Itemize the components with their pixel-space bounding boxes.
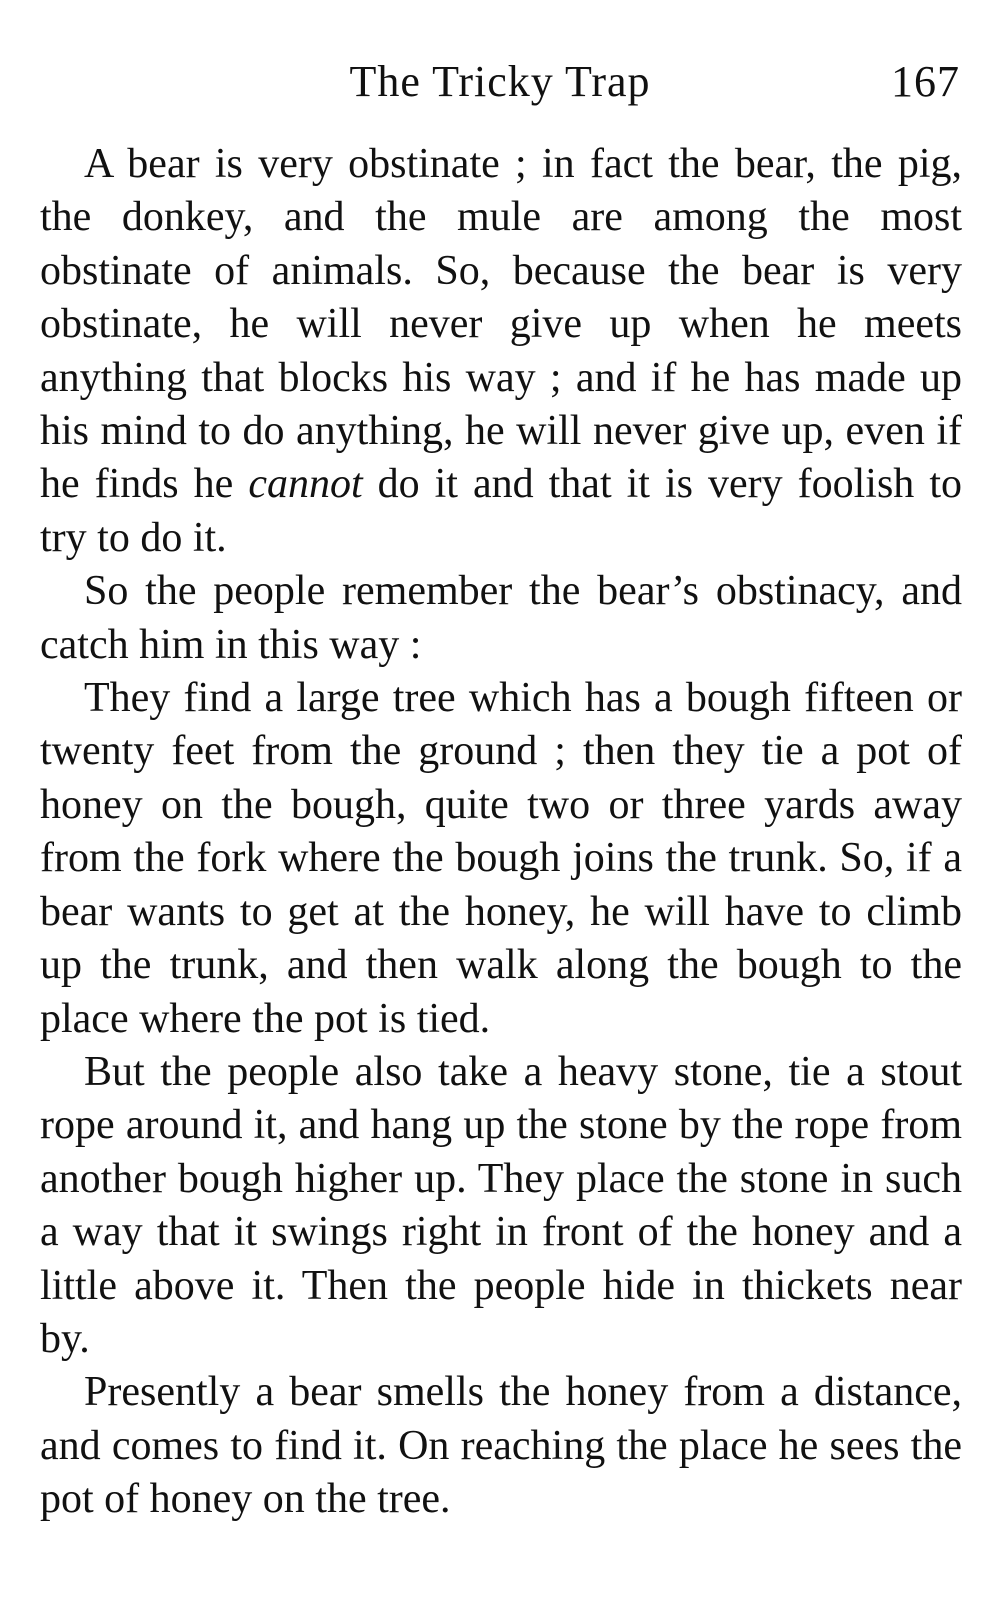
paragraph-1-text: A bear is very obstinate ; in fact the bear, the pig, the donkey, and the mule are among the most obstinate of animals. So, because the bear is very obstinate, he will never give up when he meets anything that blocks his way ; and if he has made up his mind to do anything, he will never give up, even if he finds he xyxy=(40,141,962,508)
page-number: 167 xyxy=(891,57,960,106)
paragraph-1-text-end: do it and that it is very foolish to try to do it. xyxy=(40,461,962,561)
running-title: The Tricky Trap xyxy=(349,57,651,106)
paragraph-5: Presently a bear smells the honey from a distance, and comes to find it. On reaching the place he sees the pot of honey on the tree. xyxy=(40,1369,962,1523)
emphasized-word: cannot xyxy=(248,461,363,508)
paragraph-1 xyxy=(40,138,962,565)
body-text xyxy=(40,138,962,1527)
paragraph-4: But the people also take a heavy stone, tie a stout rope around it, and hang up the stone by the rope from another bough higher up. They place the stone in such a way that it swings right in front of the honey and a little above it. Then the people hide in thickets near by. xyxy=(40,1048,962,1362)
paragraph-3: They find a large tree which has a bough fifteen or twenty feet from the ground ; then they tie a pot of honey on the bough, quite two or three yards away from the fork where the bough joins the trunk. So, if a bear wants to get at the honey, he will have to climb up the trunk, and then walk along the bough to the place where the pot is tied. xyxy=(40,675,962,1042)
paragraph-2: So the people remember the bear’s obstinacy, and catch him in this way : xyxy=(40,568,962,668)
page-header xyxy=(40,52,960,112)
